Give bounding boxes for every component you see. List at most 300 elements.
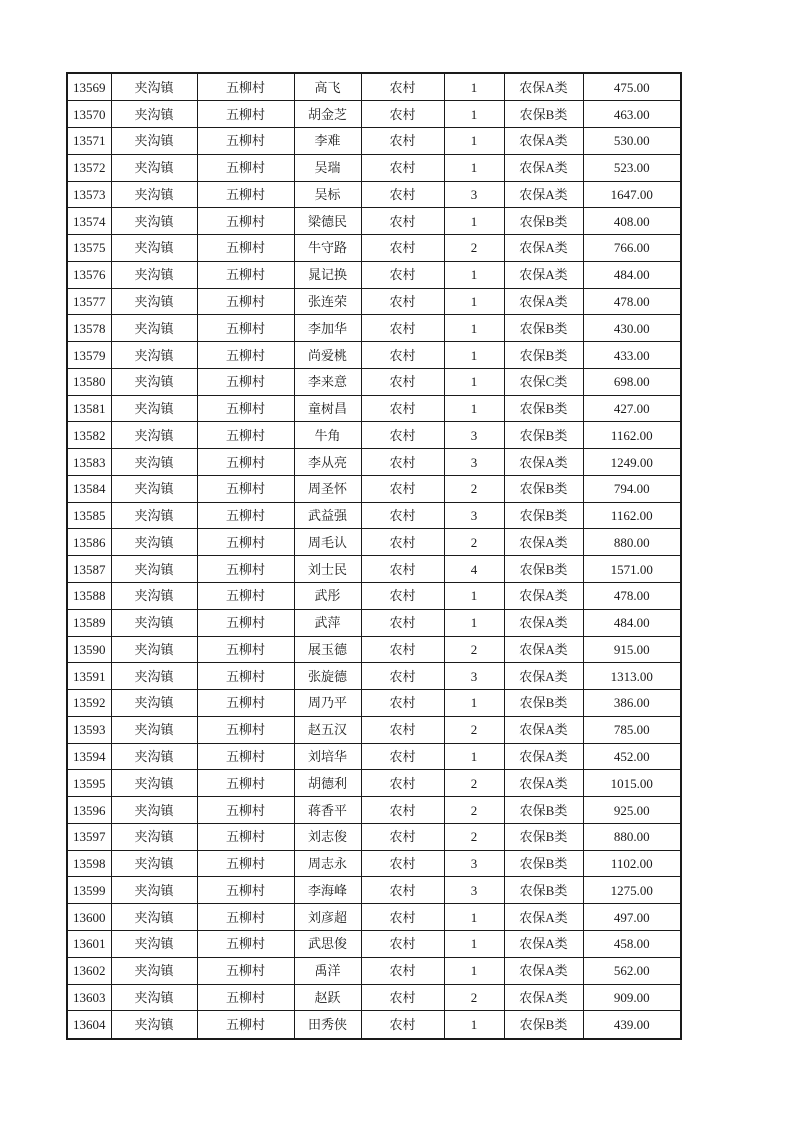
cell-record-id: 13576 [67,261,111,288]
cell-name: 刘培华 [294,743,361,770]
cell-person-count: 1 [444,261,504,288]
cell-name: 张旋德 [294,663,361,690]
cell-village: 五柳村 [197,904,294,931]
cell-person-count: 1 [444,395,504,422]
cell-village: 五柳村 [197,73,294,101]
cell-town: 夹沟镇 [111,208,197,235]
cell-residence-type: 农村 [361,743,444,770]
cell-person-count: 2 [444,475,504,502]
cell-record-id: 13598 [67,850,111,877]
cell-name: 刘士民 [294,556,361,583]
cell-record-id: 13595 [67,770,111,797]
cell-residence-type: 农村 [361,690,444,717]
cell-record-id: 13585 [67,502,111,529]
cell-record-id: 13600 [67,904,111,931]
cell-person-count: 3 [444,181,504,208]
table-row [67,128,681,155]
cell-residence-type: 农村 [361,529,444,556]
cell-person-count: 1 [444,609,504,636]
table-row [67,770,681,797]
cell-amount: 523.00 [583,154,681,181]
cell-residence-type: 农村 [361,101,444,128]
cell-person-count: 1 [444,904,504,931]
cell-name: 赵跃 [294,984,361,1011]
cell-village: 五柳村 [197,422,294,449]
cell-name: 李从亮 [294,449,361,476]
cell-village: 五柳村 [197,368,294,395]
cell-town: 夹沟镇 [111,529,197,556]
cell-town: 夹沟镇 [111,556,197,583]
cell-residence-type: 农村 [361,823,444,850]
cell-amount: 785.00 [583,716,681,743]
cell-town: 夹沟镇 [111,636,197,663]
cell-record-id: 13584 [67,475,111,502]
cell-residence-type: 农村 [361,770,444,797]
cell-name: 张连荣 [294,288,361,315]
cell-village: 五柳村 [197,690,294,717]
cell-residence-type: 农村 [361,73,444,101]
cell-record-id: 13578 [67,315,111,342]
cell-name: 胡德利 [294,770,361,797]
cell-name: 周乃平 [294,690,361,717]
cell-insurance-category: 农保B类 [504,475,583,502]
cell-insurance-category: 农保A类 [504,957,583,984]
cell-name: 刘志俊 [294,823,361,850]
cell-amount: 497.00 [583,904,681,931]
cell-amount: 484.00 [583,261,681,288]
cell-residence-type: 农村 [361,797,444,824]
cell-person-count: 2 [444,770,504,797]
cell-residence-type: 农村 [361,449,444,476]
cell-amount: 794.00 [583,475,681,502]
cell-record-id: 13581 [67,395,111,422]
cell-amount: 530.00 [583,128,681,155]
cell-person-count: 1 [444,73,504,101]
cell-name: 田秀侠 [294,1011,361,1039]
cell-record-id: 13599 [67,877,111,904]
cell-town: 夹沟镇 [111,583,197,610]
table-row [67,663,681,690]
cell-insurance-category: 农保B类 [504,877,583,904]
cell-residence-type: 农村 [361,342,444,369]
cell-residence-type: 农村 [361,609,444,636]
cell-residence-type: 农村 [361,208,444,235]
cell-name: 吴标 [294,181,361,208]
cell-residence-type: 农村 [361,877,444,904]
cell-village: 五柳村 [197,502,294,529]
cell-amount: 766.00 [583,235,681,262]
cell-residence-type: 农村 [361,261,444,288]
cell-record-id: 13596 [67,797,111,824]
table-row [67,502,681,529]
cell-insurance-category: 农保A类 [504,73,583,101]
cell-village: 五柳村 [197,101,294,128]
cell-amount: 478.00 [583,583,681,610]
table-row [67,556,681,583]
table-row [67,208,681,235]
cell-amount: 562.00 [583,957,681,984]
table-row [67,583,681,610]
cell-town: 夹沟镇 [111,73,197,101]
cell-village: 五柳村 [197,930,294,957]
cell-amount: 475.00 [583,73,681,101]
cell-name: 武萍 [294,609,361,636]
cell-residence-type: 农村 [361,181,444,208]
cell-person-count: 1 [444,208,504,235]
cell-record-id: 13573 [67,181,111,208]
cell-insurance-category: 农保A类 [504,288,583,315]
cell-person-count: 1 [444,315,504,342]
cell-amount: 458.00 [583,930,681,957]
cell-village: 五柳村 [197,475,294,502]
cell-amount: 909.00 [583,984,681,1011]
cell-record-id: 13579 [67,342,111,369]
cell-amount: 463.00 [583,101,681,128]
cell-person-count: 1 [444,930,504,957]
cell-name: 牛角 [294,422,361,449]
cell-amount: 386.00 [583,690,681,717]
cell-person-count: 1 [444,957,504,984]
cell-name: 高飞 [294,73,361,101]
cell-record-id: 13604 [67,1011,111,1039]
cell-village: 五柳村 [197,208,294,235]
cell-amount: 433.00 [583,342,681,369]
cell-residence-type: 农村 [361,154,444,181]
cell-name: 童树昌 [294,395,361,422]
cell-residence-type: 农村 [361,368,444,395]
table-row [67,930,681,957]
cell-insurance-category: 农保A类 [504,609,583,636]
cell-insurance-category: 农保B类 [504,422,583,449]
cell-person-count: 3 [444,449,504,476]
table-row [67,101,681,128]
cell-residence-type: 农村 [361,583,444,610]
cell-insurance-category: 农保B类 [504,342,583,369]
cell-record-id: 13592 [67,690,111,717]
cell-residence-type: 农村 [361,422,444,449]
cell-village: 五柳村 [197,663,294,690]
cell-insurance-category: 农保B类 [504,850,583,877]
cell-insurance-category: 农保B类 [504,690,583,717]
cell-record-id: 13583 [67,449,111,476]
cell-village: 五柳村 [197,128,294,155]
table-row [67,154,681,181]
cell-town: 夹沟镇 [111,690,197,717]
cell-person-count: 2 [444,636,504,663]
cell-village: 五柳村 [197,288,294,315]
cell-name: 周志永 [294,850,361,877]
cell-record-id: 13582 [67,422,111,449]
cell-name: 李加华 [294,315,361,342]
table-row [67,716,681,743]
cell-name: 刘彦超 [294,904,361,931]
cell-residence-type: 农村 [361,475,444,502]
cell-residence-type: 农村 [361,663,444,690]
cell-town: 夹沟镇 [111,502,197,529]
table-row [67,957,681,984]
table-row [67,984,681,1011]
cell-name: 周圣怀 [294,475,361,502]
cell-person-count: 1 [444,368,504,395]
cell-residence-type: 农村 [361,984,444,1011]
cell-record-id: 13588 [67,583,111,610]
cell-name: 李来意 [294,368,361,395]
cell-residence-type: 农村 [361,556,444,583]
cell-insurance-category: 农保C类 [504,368,583,395]
cell-amount: 439.00 [583,1011,681,1039]
cell-record-id: 13602 [67,957,111,984]
cell-name: 武思俊 [294,930,361,957]
cell-town: 夹沟镇 [111,261,197,288]
cell-amount: 925.00 [583,797,681,824]
cell-insurance-category: 农保B类 [504,208,583,235]
cell-name: 牛守路 [294,235,361,262]
cell-amount: 1162.00 [583,502,681,529]
cell-town: 夹沟镇 [111,984,197,1011]
cell-person-count: 3 [444,850,504,877]
cell-person-count: 1 [444,743,504,770]
cell-record-id: 13586 [67,529,111,556]
cell-town: 夹沟镇 [111,154,197,181]
cell-insurance-category: 农保A类 [504,663,583,690]
cell-record-id: 13594 [67,743,111,770]
cell-name: 展玉德 [294,636,361,663]
cell-name: 赵五汉 [294,716,361,743]
cell-record-id: 13601 [67,930,111,957]
cell-village: 五柳村 [197,1011,294,1039]
table-row [67,850,681,877]
cell-town: 夹沟镇 [111,823,197,850]
cell-name: 李难 [294,128,361,155]
table-row [67,288,681,315]
cell-amount: 484.00 [583,609,681,636]
cell-residence-type: 农村 [361,716,444,743]
cell-record-id: 13603 [67,984,111,1011]
cell-person-count: 3 [444,877,504,904]
cell-amount: 698.00 [583,368,681,395]
table-body [67,73,681,1039]
cell-town: 夹沟镇 [111,449,197,476]
cell-village: 五柳村 [197,583,294,610]
cell-residence-type: 农村 [361,1011,444,1039]
cell-name: 武彤 [294,583,361,610]
cell-insurance-category: 农保A类 [504,930,583,957]
cell-name: 周毛认 [294,529,361,556]
cell-town: 夹沟镇 [111,235,197,262]
cell-town: 夹沟镇 [111,395,197,422]
cell-person-count: 1 [444,342,504,369]
cell-residence-type: 农村 [361,930,444,957]
cell-record-id: 13591 [67,663,111,690]
cell-name: 蒋香平 [294,797,361,824]
cell-village: 五柳村 [197,395,294,422]
cell-amount: 880.00 [583,529,681,556]
cell-name: 武益强 [294,502,361,529]
cell-record-id: 13587 [67,556,111,583]
cell-town: 夹沟镇 [111,904,197,931]
cell-town: 夹沟镇 [111,743,197,770]
table-row [67,449,681,476]
table-row [67,529,681,556]
cell-residence-type: 农村 [361,850,444,877]
cell-amount: 1647.00 [583,181,681,208]
cell-name: 尚爱桃 [294,342,361,369]
cell-village: 五柳村 [197,154,294,181]
cell-amount: 1162.00 [583,422,681,449]
cell-residence-type: 农村 [361,288,444,315]
benefits-table [66,72,682,1040]
cell-person-count: 1 [444,288,504,315]
cell-village: 五柳村 [197,877,294,904]
cell-village: 五柳村 [197,315,294,342]
cell-name: 梁德民 [294,208,361,235]
cell-town: 夹沟镇 [111,930,197,957]
cell-insurance-category: 农保A类 [504,235,583,262]
cell-insurance-category: 农保A类 [504,128,583,155]
cell-person-count: 2 [444,235,504,262]
table-row [67,395,681,422]
cell-name: 李海峰 [294,877,361,904]
cell-insurance-category: 农保A类 [504,261,583,288]
table-row [67,475,681,502]
cell-residence-type: 农村 [361,904,444,931]
cell-insurance-category: 农保A类 [504,154,583,181]
cell-person-count: 1 [444,101,504,128]
cell-insurance-category: 农保A类 [504,984,583,1011]
cell-insurance-category: 农保A类 [504,529,583,556]
cell-person-count: 4 [444,556,504,583]
cell-person-count: 3 [444,502,504,529]
cell-village: 五柳村 [197,181,294,208]
table-row [67,690,681,717]
cell-person-count: 1 [444,690,504,717]
cell-record-id: 13572 [67,154,111,181]
table-row [67,368,681,395]
cell-residence-type: 农村 [361,395,444,422]
cell-village: 五柳村 [197,823,294,850]
cell-record-id: 13570 [67,101,111,128]
table-row [67,743,681,770]
cell-amount: 427.00 [583,395,681,422]
cell-person-count: 2 [444,984,504,1011]
cell-residence-type: 农村 [361,502,444,529]
cell-record-id: 13569 [67,73,111,101]
cell-town: 夹沟镇 [111,957,197,984]
cell-record-id: 13590 [67,636,111,663]
cell-insurance-category: 农保A类 [504,449,583,476]
cell-person-count: 2 [444,823,504,850]
cell-town: 夹沟镇 [111,288,197,315]
cell-person-count: 1 [444,1011,504,1039]
cell-residence-type: 农村 [361,636,444,663]
cell-town: 夹沟镇 [111,1011,197,1039]
cell-amount: 430.00 [583,315,681,342]
cell-town: 夹沟镇 [111,663,197,690]
table-row [67,342,681,369]
cell-record-id: 13575 [67,235,111,262]
cell-amount: 1249.00 [583,449,681,476]
table-row [67,73,681,101]
cell-person-count: 3 [444,663,504,690]
cell-insurance-category: 农保A类 [504,181,583,208]
cell-record-id: 13593 [67,716,111,743]
cell-insurance-category: 农保B类 [504,1011,583,1039]
cell-village: 五柳村 [197,957,294,984]
cell-town: 夹沟镇 [111,315,197,342]
cell-name: 胡金芝 [294,101,361,128]
cell-town: 夹沟镇 [111,797,197,824]
cell-amount: 1102.00 [583,850,681,877]
table-row [67,904,681,931]
cell-insurance-category: 农保B类 [504,823,583,850]
cell-amount: 1571.00 [583,556,681,583]
cell-name: 晁记换 [294,261,361,288]
cell-town: 夹沟镇 [111,850,197,877]
cell-amount: 1015.00 [583,770,681,797]
cell-insurance-category: 农保B类 [504,315,583,342]
cell-insurance-category: 农保A类 [504,904,583,931]
cell-insurance-category: 农保A类 [504,636,583,663]
table-row [67,1011,681,1039]
table-row [67,823,681,850]
cell-town: 夹沟镇 [111,181,197,208]
cell-record-id: 13577 [67,288,111,315]
cell-village: 五柳村 [197,529,294,556]
cell-record-id: 13571 [67,128,111,155]
cell-village: 五柳村 [197,235,294,262]
cell-name: 吴瑞 [294,154,361,181]
cell-person-count: 1 [444,128,504,155]
cell-town: 夹沟镇 [111,422,197,449]
cell-village: 五柳村 [197,636,294,663]
cell-amount: 408.00 [583,208,681,235]
cell-town: 夹沟镇 [111,609,197,636]
cell-village: 五柳村 [197,770,294,797]
cell-record-id: 13580 [67,368,111,395]
cell-record-id: 13574 [67,208,111,235]
cell-insurance-category: 农保B类 [504,101,583,128]
cell-village: 五柳村 [197,850,294,877]
cell-town: 夹沟镇 [111,101,197,128]
cell-amount: 880.00 [583,823,681,850]
table-row [67,181,681,208]
cell-town: 夹沟镇 [111,770,197,797]
cell-person-count: 1 [444,154,504,181]
cell-record-id: 13597 [67,823,111,850]
cell-town: 夹沟镇 [111,368,197,395]
cell-town: 夹沟镇 [111,342,197,369]
cell-amount: 915.00 [583,636,681,663]
table-row [67,261,681,288]
cell-town: 夹沟镇 [111,716,197,743]
cell-insurance-category: 农保A类 [504,583,583,610]
table-row [67,797,681,824]
cell-person-count: 2 [444,529,504,556]
cell-village: 五柳村 [197,342,294,369]
cell-village: 五柳村 [197,261,294,288]
cell-insurance-category: 农保A类 [504,770,583,797]
cell-village: 五柳村 [197,609,294,636]
cell-amount: 1313.00 [583,663,681,690]
cell-village: 五柳村 [197,556,294,583]
cell-amount: 478.00 [583,288,681,315]
cell-person-count: 1 [444,583,504,610]
cell-residence-type: 农村 [361,957,444,984]
cell-insurance-category: 农保B类 [504,797,583,824]
table-row [67,422,681,449]
table-row [67,235,681,262]
cell-person-count: 2 [444,716,504,743]
